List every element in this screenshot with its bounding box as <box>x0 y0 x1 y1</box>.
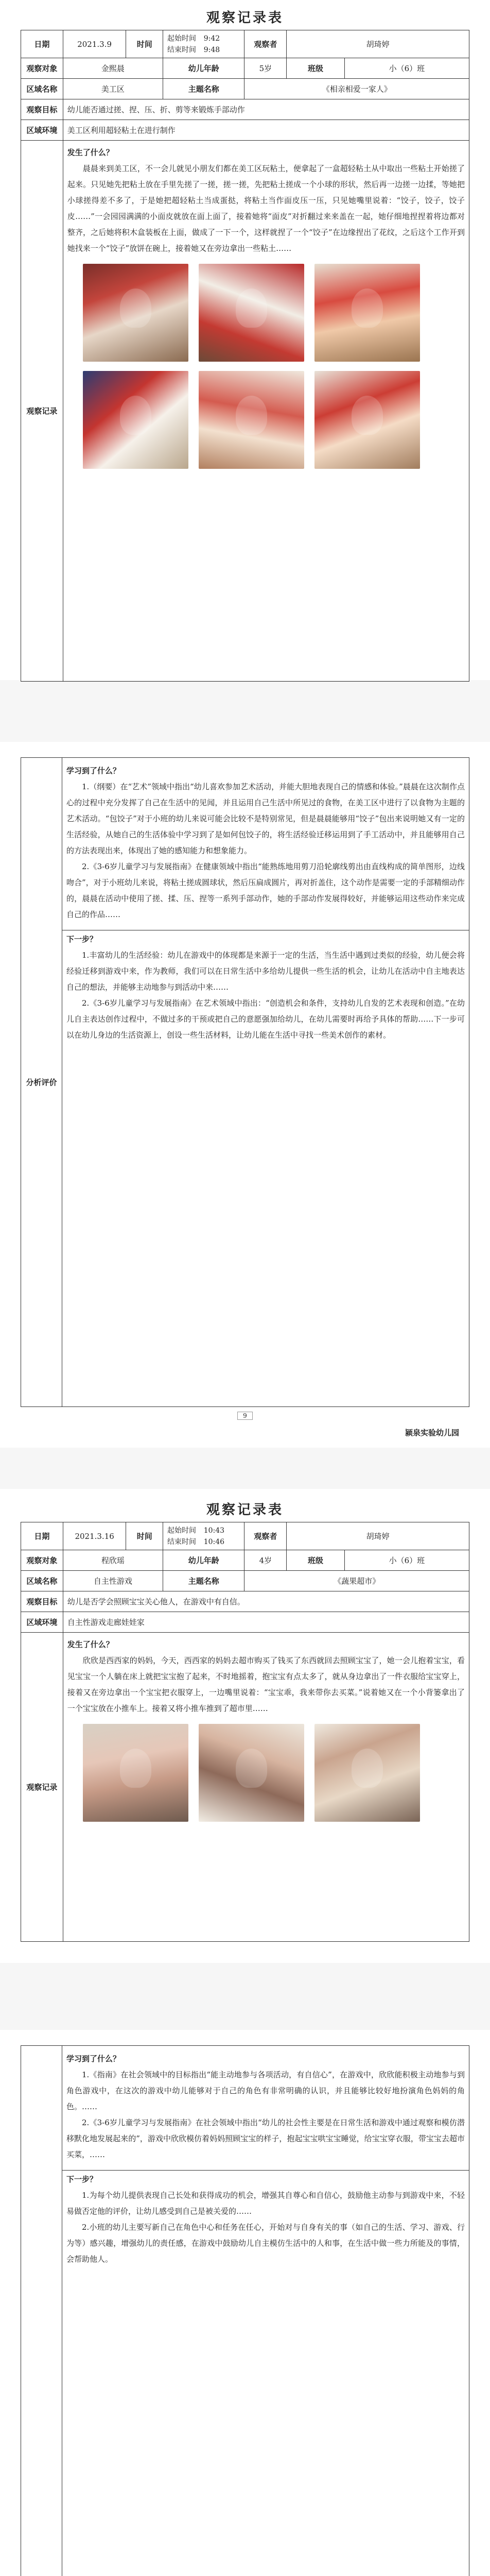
page-gap <box>0 1963 490 2030</box>
learned-heading: 学习到了什么？ <box>66 2054 121 2063</box>
observer-value: 胡琦婷 <box>287 1522 469 1550</box>
page-number: 9 <box>0 1412 490 1420</box>
observation-photo <box>314 371 420 469</box>
end-label: 结束时间 <box>167 1537 196 1546</box>
area-label: 区域名称 <box>21 79 63 99</box>
goal-label: 观察目标 <box>21 99 63 120</box>
observation-photo <box>314 264 420 362</box>
goal-label: 观察目标 <box>21 1591 63 1612</box>
what-text: 欣欣是西西家的妈妈，今天，西西家的妈妈去超市购买了钱买了东西就回去照顾宝宝了，她一会儿抱着宝宝，看见宝宝一个人躺在床上就把宝宝抱了起来，不时地摇着，抱宝宝有点太多了，就从身边拿出了一件衣服给宝宝穿上，接着又在旁边拿出一个宝宝把衣服穿上，一边嘴里说着：“宝宝乖，我来带你去买菜。”说着她又在一个小背篓拿出了一个宝宝放在小推车上。接着又将小推车推到了超市里…… <box>67 1656 465 1713</box>
footer-school: 颍泉实验幼儿园 <box>405 1428 459 1437</box>
end-value: 10:46 <box>203 1537 225 1546</box>
end-value: 9:48 <box>203 45 220 54</box>
start-label: 起始时间 <box>167 34 196 43</box>
goal-value: 幼儿能否通过搓、捏、压、折、剪等来锻炼手部动作 <box>63 99 469 120</box>
record-label: 观察记录 <box>21 1633 63 1942</box>
class-value: 小（6）班 <box>344 1550 469 1571</box>
next-point-2: 2.小班的幼儿主要写新自己在角色中心和任务在任心，开始对与自身有关的事（如自己的生活、学习、游戏、行为等）感兴趣，增强幼儿的责任感，在游戏中鼓励幼儿自主模仿生活中的人和事，在生活中做一些力所能及的事情，会帮助他人。 <box>66 2223 465 2264</box>
learned-heading: 学习到了什么？ <box>66 766 121 775</box>
photo-grid <box>83 264 465 469</box>
class-label: 班级 <box>287 1550 344 1571</box>
subject-label: 观察对象 <box>21 58 63 79</box>
observation-photo <box>199 264 304 362</box>
env-value: 美工区利用超轻粘土在进行制作 <box>63 120 469 141</box>
theme-label: 主题名称 <box>163 1571 244 1591</box>
area-label: 区域名称 <box>21 1571 63 1591</box>
page-gap <box>0 680 490 742</box>
subject-label: 观察对象 <box>21 1550 63 1571</box>
start-label: 起始时间 <box>167 1526 196 1535</box>
end-label: 结束时间 <box>167 45 196 54</box>
age-label: 幼儿年龄 <box>163 58 244 79</box>
observer-value: 胡琦婷 <box>287 30 469 58</box>
learned-point-1: 1.《指南》在社会领域中的目标指出“能主动地参与各项活动，有自信心”，在游戏中，欣欣能积极主动地参与到角色游戏中，在这次的游戏中幼儿能够对于自己的角色有非常明确的认识，并且能够比较好地扮演角色妈妈的角色。…… <box>66 2070 465 2111</box>
class-value: 小（6）班 <box>344 58 469 79</box>
next-heading: 下一步？ <box>66 2175 98 2184</box>
learned-point-2: 2.《3-6岁儿童学习与发展指南》在健康领域中指出“能熟练地用剪刀沿轮廓线剪出由直线构成的简单图形，边线吻合”，对于小班幼儿来说，将粘土搓成圆球状，然后压扁成圆片，再对折盖住，这个动作是需要一定的手部精细动作的，晨晨在活动中使用了搓、揉、压、捏等一系列手部动作，她的手部动作发展得较好，并能够运用这些动作来完成自己的作品…… <box>66 862 465 919</box>
next-heading: 下一步？ <box>66 935 98 944</box>
document-page-1 <box>0 0 490 680</box>
observation-photo <box>199 371 304 469</box>
time-range <box>163 30 244 58</box>
env-value: 自主性游戏走廊娃娃家 <box>63 1612 469 1633</box>
start-value: 9:42 <box>203 34 220 43</box>
env-label: 区域环境 <box>21 120 63 141</box>
age-label: 幼儿年龄 <box>163 1550 244 1571</box>
next-point-1: 1.为每个幼儿提供表现自己长处和获得成功的机会，增强其自尊心和自信心，鼓励他主动参与到游戏中来，不轻易做否定他的评价，让幼儿感受到自己是被关爱的…… <box>66 2191 465 2216</box>
observation-photo <box>83 264 188 362</box>
analysis-label <box>21 2046 62 2576</box>
area-value: 美工区 <box>63 79 163 99</box>
document-page-3 <box>0 1489 490 1963</box>
env-label: 区域环境 <box>21 1612 63 1633</box>
analysis-table-2 <box>21 2045 469 2576</box>
date-value: 2021.3.9 <box>63 30 126 58</box>
what-heading: 发生了什么？ <box>67 148 114 157</box>
area-value: 自主性游戏 <box>63 1571 163 1591</box>
theme-value: 《蔬果超市》 <box>244 1571 469 1591</box>
start-value: 10:43 <box>203 1526 225 1535</box>
observer-label: 观察者 <box>244 1522 287 1550</box>
learned-point-1: 1.（纲要）在“艺术”领域中指出“幼儿喜欢参加艺术活动，并能大胆地表现自己的情感和体验。”晨晨在这次制作点心的过程中充分发挥了自己在生活中的见闻，并且运用自己生活中所见过的食物，在美工区中进行了以食物为主题的艺术活动。“包饺子”对于小班的幼儿来说可能会比较不是特别常见，但是晨晨能够用“饺子”包出来说明她又有一定的生活经验，从她自己的生活体验中学习到了是如何包饺子的，将生活经验迁移运用到了手工活动中，并且能够用自己的方法表现出来，体现出了她的感知能力和想象能力。 <box>66 782 465 855</box>
next-point-2: 2.《3-6岁儿童学习与发展指南》在艺术领域中指出：“创造机会和条件，支持幼儿自发的艺术表现和创造。”在幼儿自主表达创作过程中，不做过多的干预或把自己的意愿强加给幼儿，在幼儿需要时再给予具体的帮助……下一步可以在幼儿身边的生活资源上，创设一些生活材料，让幼儿能在生活中寻找一些美术创作的素材。 <box>66 998 465 1040</box>
age-value: 4岁 <box>244 1550 287 1571</box>
observation-photo <box>83 1724 188 1822</box>
subject-value: 金熙晨 <box>63 58 163 79</box>
analysis-label: 分析评价 <box>21 758 62 1407</box>
document-page-2 <box>0 742 490 1448</box>
class-label: 班级 <box>287 58 344 79</box>
theme-label: 主题名称 <box>163 79 244 99</box>
what-heading: 发生了什么？ <box>67 1640 114 1649</box>
observer-label: 观察者 <box>244 30 287 58</box>
goal-value: 幼儿是否学会照顾宝宝关心他人，在游戏中有自信。 <box>63 1591 469 1612</box>
document-page-4 <box>0 2030 490 2576</box>
learned-point-2: 2.《3-6岁儿童学习与发展指南》在社会领域中指出“幼儿的社会性主要是在日常生活和游戏中通过观察和模仿潜移默化地发展起来的”，游戏中欣欣模仿着妈妈照顾宝宝的样子，抱起宝宝哄宝宝睡觉，给宝宝穿衣服，带宝宝去超市买菜，…… <box>66 2118 465 2159</box>
time-range <box>163 1522 244 1550</box>
record-label: 观察记录 <box>21 141 63 682</box>
date-label: 日期 <box>21 30 63 58</box>
time-label: 时间 <box>126 30 163 58</box>
page-title: 观察记录表 <box>206 1502 284 1518</box>
observation-photo <box>314 1724 420 1822</box>
photo-grid <box>83 1724 465 1822</box>
date-value: 2021.3.16 <box>63 1522 126 1550</box>
what-text: 晨晨来到美工区，不一会儿就见小朋友们都在美工区玩粘土，便拿起了一盒超轻粘土从中取出一些粘土开始搓了起来。只见她先把粘土放在手里先搓了一搓，搓一搓，先把粘土搓成一个小球的形状，然后再一边搓一边揉，等她把小球搓得差不多了，于是她把超轻粘土当成蛋挞，将粘土当作面皮压一压，只见她嘴里说着：“饺子，饺子，饺子皮……”一会园园满满的小面皮就放在面上面了，接着她将“面皮”对折翻过来来盖在一起，她仔细地捏捏着将边都对整齐，之后她将积木盒装板在上面，做成了一下一个，这样就捏了一个“饺子”在边缘捏出了花纹，之后这个工作开到她找来一个“饺子”放饼在碗上，接着她又在旁边拿出一些粘土…… <box>67 164 465 253</box>
subject-value: 程欣瑶 <box>63 1550 163 1571</box>
observation-photo <box>199 1724 304 1822</box>
time-label: 时间 <box>126 1522 163 1550</box>
page-title: 观察记录表 <box>206 10 284 26</box>
next-point-1: 1.丰富幼儿的生活经验：幼儿在游戏中的体现都是来源于一定的生活，当生活中遇到过类似的经验，幼儿便会将经验迁移到游戏中来，作为教师，我们可以在日常生活中多给幼儿提供一些生活的机会，让幼儿在活动中自主地表达自己的想法，并能够主动地参与到活动中来…… <box>66 951 465 992</box>
age-value: 5岁 <box>244 58 287 79</box>
observation-form-1 <box>21 30 469 682</box>
theme-value: 《相亲相爱一家人》 <box>244 79 469 99</box>
analysis-table-1 <box>21 757 469 1407</box>
date-label: 日期 <box>21 1522 63 1550</box>
observation-form-2 <box>21 1522 469 1942</box>
observation-photo <box>83 371 188 469</box>
